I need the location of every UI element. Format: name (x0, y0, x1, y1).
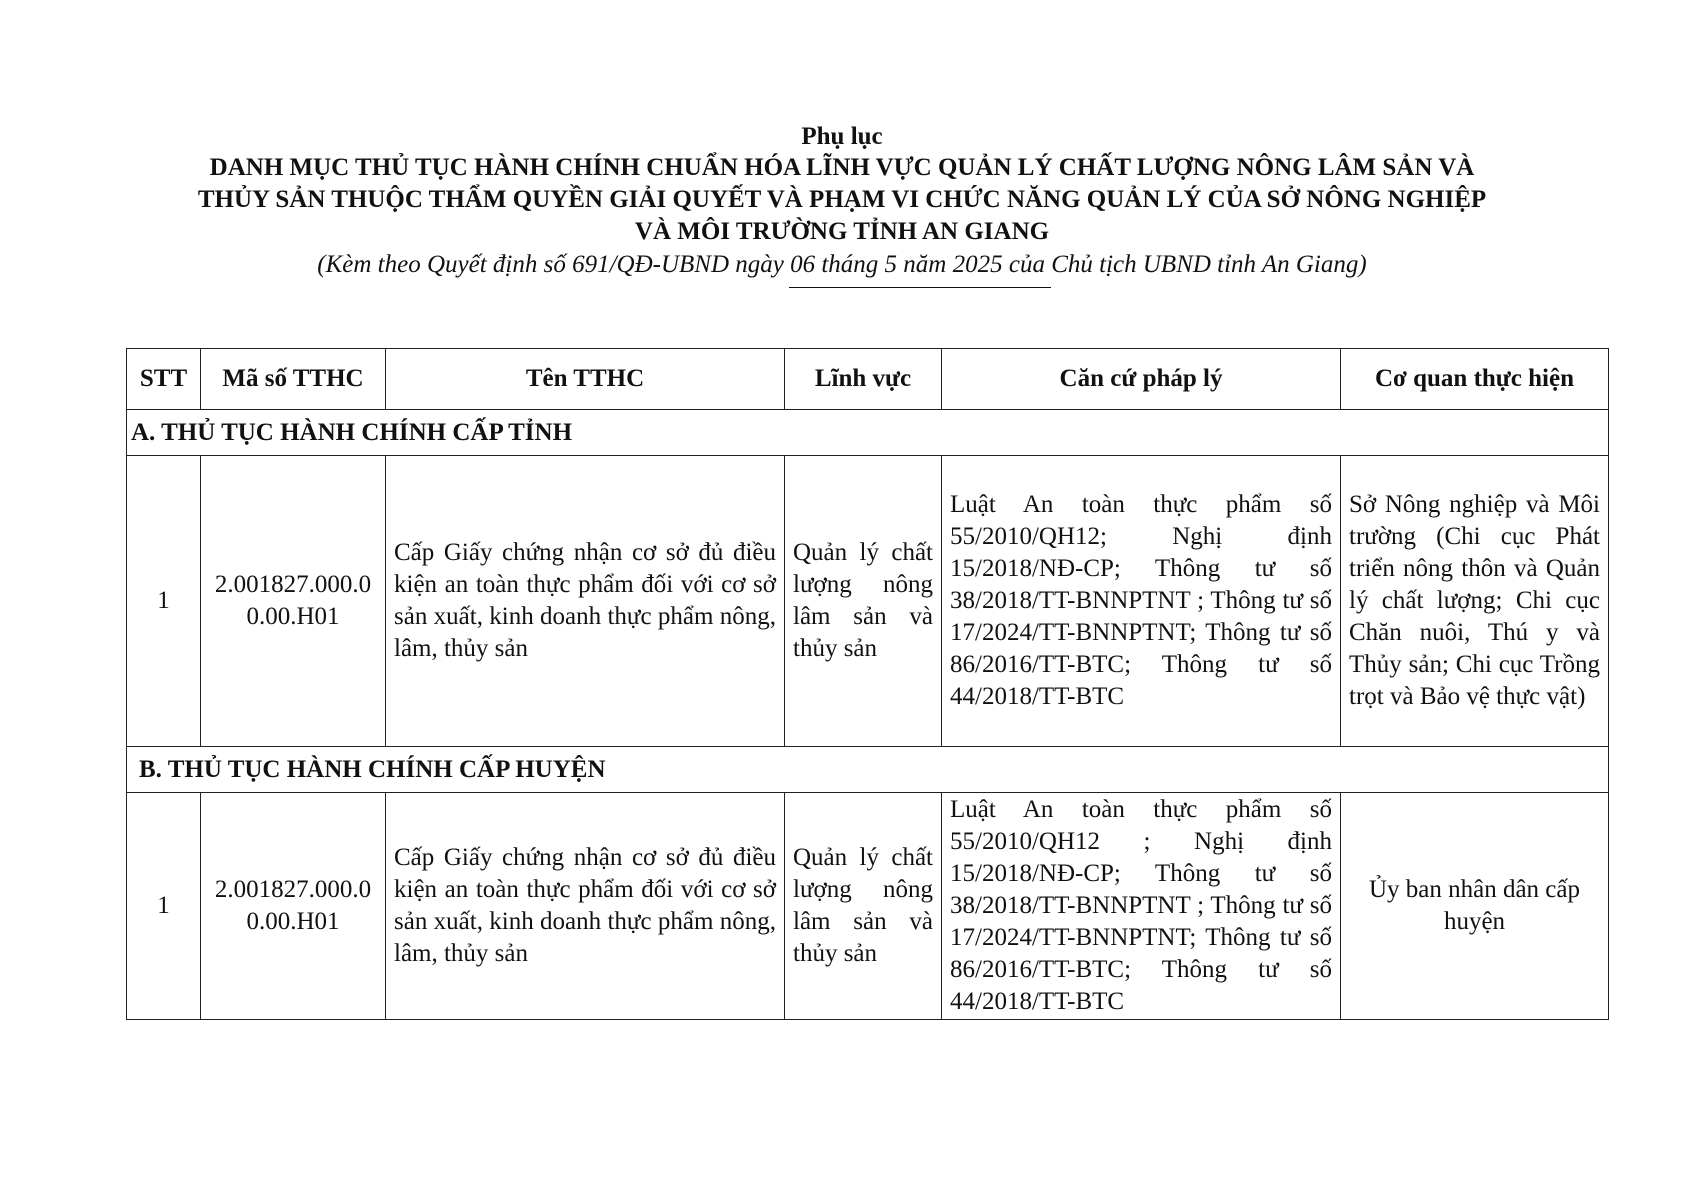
col-header-name: Tên TTHC (386, 349, 785, 410)
section-row-provincial (127, 410, 1609, 456)
cell-code (201, 793, 386, 1020)
cell-code (201, 456, 386, 747)
section-row-district (127, 747, 1609, 793)
title-line-3: VÀ MÔI TRƯỜNG TỈNH AN GIANG (634, 218, 1050, 245)
decision-reference: (Kèm theo Quyết định số 691/QĐ-UBND ngày 06 tháng 5 năm 2025 của Chủ tịch UBND tỉnh An Giang) (317, 251, 1367, 278)
col-header-stt: STT (127, 349, 201, 410)
cell-name: Cấp Giấy chứng nhận cơ sở đủ điều kiện an toàn thực phẩm đối với cơ sở sản xuất, kinh doanh thực phẩm nông, lâm, thủy sản (386, 456, 785, 747)
col-header-field: Lĩnh vực (785, 349, 942, 410)
col-header-legal-basis: Căn cứ pháp lý (942, 349, 1341, 410)
procedures-table (126, 348, 1609, 1020)
cell-stt: 1 (127, 456, 201, 747)
cell-field: Quản lý chất lượng nông lâm sản và thủy sản (785, 793, 942, 1020)
cell-name: Cấp Giấy chứng nhận cơ sở đủ điều kiện an toàn thực phẩm đối với cơ sở sản xuất, kinh doanh thực phẩm nông, lâm, thủy sản (386, 793, 785, 1020)
cell-agency: Sở Nông nghiệp và Môi trường (Chi cục Phát triển nông thôn và Quản lý chất lượng; Chi cục Chăn nuôi, Thú y và Thủy sản; Chi cục Trồng trọt và Bảo vệ thực vật) (1341, 456, 1609, 747)
document-header (0, 121, 1684, 282)
code-text: 2.001827.000.00.00.H01 (214, 571, 372, 630)
col-header-code: Mã số TTHC (201, 349, 386, 410)
section-title: A. THỦ TỤC HÀNH CHÍNH CẤP TỈNH (127, 410, 1609, 456)
subtitle-wrap (317, 248, 1366, 282)
cell-agency: Ủy ban nhân dân cấp huyện (1341, 793, 1609, 1020)
title-line-1: DANH MỤC THỦ TỤC HÀNH CHÍNH CHUẨN HÓA LĨNH VỰC QUẢN LÝ CHẤT LƯỢNG NÔNG LÂM SẢN VÀ (209, 154, 1475, 181)
code-text: 2.001827.000.00.00.H01 (214, 876, 372, 935)
section-title: B. THỦ TỤC HÀNH CHÍNH CẤP HUYỆN (127, 747, 1609, 793)
cell-legal-basis: Luật An toàn thực phẩm số 55/2010/QH12 ; Nghị định 15/2018/NĐ-CP; Thông tư số 38/2018/TT-BNNPTNT ; Thông tư số 17/2024/TT-BNNPTNT; Thông tư số 86/2016/TT-BTC; Thông tư số 44/2018/TT-BTC (942, 793, 1341, 1020)
cell-field: Quản lý chất lượng nông lâm sản và thủy sản (785, 456, 942, 747)
table-row (127, 793, 1609, 1020)
cell-stt: 1 (127, 793, 201, 1020)
table-header-row (127, 349, 1609, 410)
table-row (127, 456, 1609, 747)
signature-underline (789, 287, 1051, 288)
title-line-2: THỦY SẢN THUỘC THẨM QUYỀN GIẢI QUYẾT VÀ PHẠM VI CHỨC NĂNG QUẢN LÝ CỦA SỞ NÔNG NGHIỆP (197, 186, 1487, 213)
cell-legal-basis: Luật An toàn thực phẩm số 55/2010/QH12; Nghị định 15/2018/NĐ-CP; Thông tư số 38/2018/TT-BNNPTNT ; Thông tư số 17/2024/TT-BNNPTNT; Thông tư số 86/2016/TT-BTC; Thông tư số 44/2018/TT-BTC (942, 456, 1341, 747)
col-header-agency: Cơ quan thực hiện (1341, 349, 1609, 410)
appendix-label: Phụ lục (801, 123, 883, 150)
